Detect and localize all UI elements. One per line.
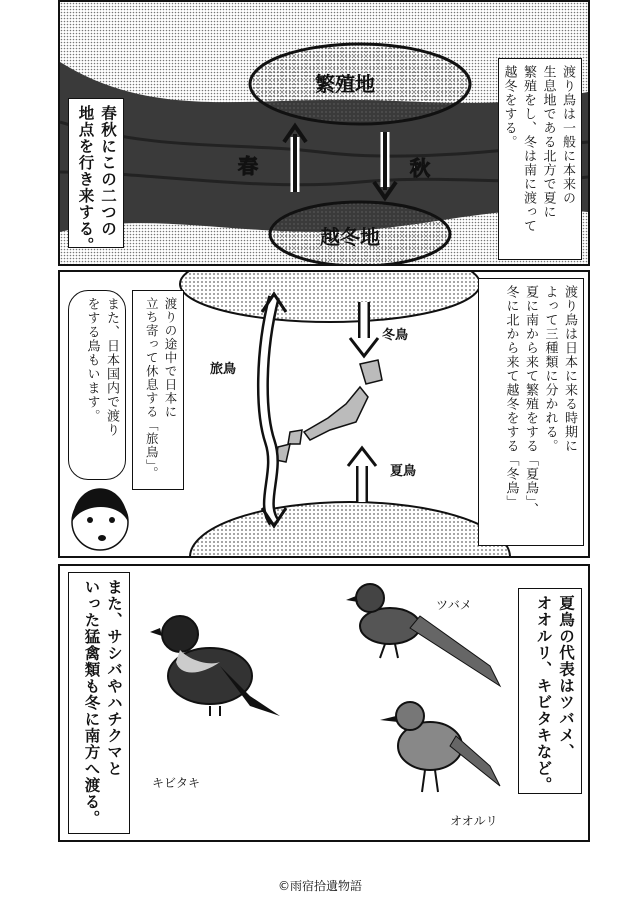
- kibitaki-label: キビタキ: [152, 776, 201, 790]
- wintering-ground-label: 越冬地: [320, 225, 380, 249]
- tsubame-label: ツバメ: [436, 598, 472, 612]
- narration-box: 夏鳥の代表はツバメ、 オオルリ、キビタキなど。: [518, 588, 582, 794]
- speech-bubble: また、日本国内で渡り をする鳥もいます。: [68, 290, 126, 480]
- panel-summer-birds: [58, 564, 590, 842]
- birds-illustration: [60, 566, 588, 840]
- narration-box: 渡り鳥は日本に来る時期に よって三種類に分かれる。 夏に南から来て繁殖をする「夏鳥」、 冬に北から来て越冬をする「冬鳥」: [478, 278, 584, 546]
- transit-bird-label: 旅鳥: [210, 362, 237, 377]
- panel-migration-map: [58, 0, 590, 266]
- credit-text: ©雨宿拾遺物語: [277, 879, 362, 893]
- autumn-label: 秋: [410, 156, 430, 180]
- breeding-ground-label: 繁殖地: [315, 72, 375, 96]
- winter-bird-label: 冬鳥: [382, 328, 409, 343]
- kibitaki-bird: [150, 616, 280, 716]
- caption-box: 春秋にこの二つの 地点を行き来する。: [68, 98, 124, 248]
- panel-bird-types: [58, 270, 590, 558]
- spring-label: 春: [238, 154, 258, 178]
- summer-bird-label: 夏鳥: [390, 464, 417, 479]
- tsubame-bird: [346, 584, 500, 686]
- oruri-bird: [380, 702, 500, 792]
- transit-caption-box: 渡りの途中で日本に 立ち寄って休息する「旅鳥」。: [132, 290, 184, 490]
- caption-box: また、サシバやハチクマと いった猛禽類も冬に南方へ渡る。: [68, 572, 130, 834]
- oruri-label: オオルリ: [450, 814, 498, 828]
- narration-box: 渡り鳥は一般に本来の 生息地である北方で夏に 繁殖をし、冬は南に渡って 越冬をする。: [498, 58, 582, 260]
